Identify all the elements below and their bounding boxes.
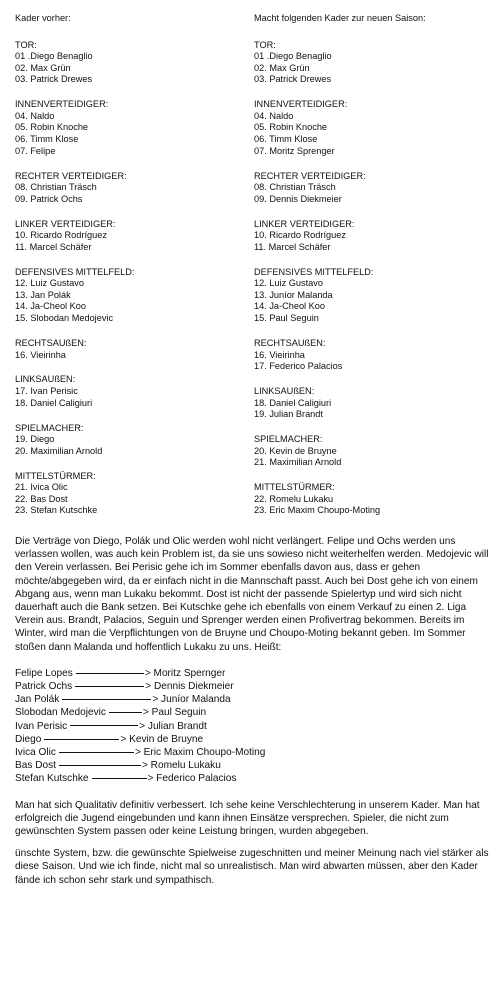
player-entry: 23. Eric Maxim Choupo-Moting — [254, 505, 381, 516]
outgoing-player: Bas Dost — [15, 760, 56, 772]
player-entry: 19. Julian Brandt — [254, 409, 323, 420]
replacement-row — [15, 680, 490, 693]
player-entry: 21. Ivica Olic — [15, 482, 68, 493]
player-entry: 10. Ricardo Rodríguez — [15, 230, 107, 241]
arrow-line — [59, 765, 141, 766]
player-entry: 05. Robin Knoche — [15, 122, 89, 133]
incoming-player: Paul Seguin — [151, 707, 207, 719]
player-entry: 20. Maximilian Arnold — [15, 445, 103, 456]
player-entry: 18. Daniel Caligiuri — [15, 397, 93, 408]
squad-new-sections — [254, 40, 494, 517]
position-heading: LINKER VERTEIDIGER: — [254, 218, 355, 229]
position-group — [15, 40, 245, 86]
position-group — [15, 171, 245, 206]
arrow-head: > — [134, 747, 141, 759]
outgoing-player: Diego — [15, 733, 42, 745]
incoming-player: Dennis Diekmeier — [153, 681, 234, 693]
position-heading: LINKER VERTEIDIGER: — [15, 218, 116, 229]
squad-new-title: Macht folgenden Kader zur neuen Saison: — [254, 13, 426, 23]
player-entry: 03. Patrick Drewes — [15, 74, 93, 85]
position-heading: TOR: — [254, 39, 276, 50]
player-entry: 09. Dennis Diekmeier — [254, 193, 342, 204]
position-heading: LINKSAUßEN: — [15, 374, 76, 385]
player-entry: 08. Christian Träsch — [254, 182, 336, 193]
position-heading: SPIELMACHER: — [15, 422, 84, 433]
outgoing-player: Ivan Perisic — [15, 720, 68, 732]
player-entry: 20. Kevin de Bruyne — [254, 445, 337, 456]
position-heading: RECHTER VERTEIDIGER: — [254, 170, 366, 181]
player-entry: 02. Max Grün — [15, 62, 71, 73]
incoming-player: Romelu Lukaku — [150, 760, 221, 772]
incoming-player: Juníor Malanda — [161, 694, 231, 706]
position-heading: DEFENSIVES MITTELFELD: — [15, 266, 135, 277]
player-entry: 02. Max Grün — [254, 62, 310, 73]
replacement-row — [15, 772, 490, 785]
player-entry: 17. Ivan Perisic — [15, 386, 78, 397]
player-entry: 23. Stefan Kutschke — [15, 505, 98, 516]
player-entry: 14. Ja-Cheol Koo — [15, 301, 86, 312]
position-group — [15, 374, 245, 409]
player-entry: 10. Ricardo Rodríguez — [254, 230, 346, 241]
position-heading: TOR: — [15, 39, 37, 50]
replacement-row — [15, 667, 490, 680]
player-entry: 22. Romelu Lukaku — [254, 493, 334, 504]
position-group — [254, 386, 494, 421]
replacement-row — [15, 693, 490, 706]
position-group — [254, 434, 494, 469]
arrow-head: > — [139, 720, 146, 732]
incoming-player: Moritz Spernger — [153, 667, 226, 679]
player-entry: 18. Daniel Caligiuri — [254, 397, 332, 408]
outgoing-player: Jan Polák — [15, 694, 60, 706]
position-group — [15, 219, 245, 254]
player-entry: 16. Vieirinha — [254, 349, 305, 360]
player-entry: 09. Patrick Ochs — [15, 193, 83, 204]
replacement-row — [15, 759, 490, 772]
squad-before-title: Kader vorher: — [15, 13, 71, 23]
position-heading: RECHTSAUßEN: — [15, 337, 87, 348]
player-entry: 04. Naldo — [254, 110, 294, 121]
incoming-player: Federico Palacios — [156, 773, 237, 785]
replacement-list — [15, 667, 490, 786]
player-entry: 07. Moritz Sprenger — [254, 145, 335, 156]
player-entry: 06. Timm Klose — [254, 134, 318, 145]
position-heading: LINKSAUßEN: — [254, 386, 315, 397]
outgoing-player: Slobodan Medojevic — [15, 707, 106, 719]
position-group — [15, 99, 245, 157]
position-group — [254, 171, 494, 206]
player-entry: 08. Christian Träsch — [15, 182, 97, 193]
position-heading: MITTELSTÜRMER: — [15, 470, 96, 481]
position-group — [15, 471, 245, 517]
arrow-head: > — [141, 760, 148, 772]
player-entry: 11. Marcel Schäfer — [254, 241, 331, 252]
replacement-row — [15, 733, 490, 746]
position-group — [15, 423, 245, 458]
player-entry: 12. Luiz Gustavo — [254, 278, 323, 289]
closing-paragraph: ünschte System, bzw. die gewünschte Spielweise zugeschnitten und meiner Meinung nach viel stärker als diese Saison. Und wie ich finde, nicht mal so unrealistisch. Man wird abwarten müssen, aber den Kader fände ich schon sehr stark und sympathisch. — [15, 848, 489, 886]
player-entry: 15. Paul Seguin — [254, 313, 319, 324]
position-heading: DEFENSIVES MITTELFELD: — [254, 266, 374, 277]
position-group — [254, 338, 494, 373]
player-entry: 19. Diego — [15, 434, 55, 445]
position-heading: RECHTSAUßEN: — [254, 337, 326, 348]
conclusion-paragraph: Man hat sich Qualitativ definitiv verbessert. Ich sehe keine Verschlechterung in unserem Kader. Man hat erfolgreich die Jugend eingebunden und kann ihnen Einsätze versprechen. Spieler, die nicht zum gewünschten System passen oder keine Leistung bringen, wurden abgegeben. — [15, 799, 480, 838]
arrow-head: > — [145, 681, 152, 693]
player-entry: 12. Luiz Gustavo — [15, 278, 84, 289]
position-heading: SPIELMACHER: — [254, 434, 323, 445]
commentary-paragraph: Die Verträge von Diego, Polák und Olic werden wohl nicht verlängert. Felipe und Ochs werden uns verlassen wollen, was auch kein Problem ist, da sie uns sowieso nicht weiterhelfen werden. Medojevic will den Verein verlassen. Bei Perisic gehe ich im Sommer ebenfalls davon aus, dass er gehen möchte/abgegeben wird, da er einfach nicht in die Mannschaft passt. Auch bei Dost gehe ich von einem Abgang aus, wenn man Lukaku bekommt. Dost ist nicht der passende Spielertyp und wird sich nicht dauerhaft auch die Bank setzen. Bei Kutschke gehe ich ebenfalls von einem Verkauf zu einen 2. Liga Verein aus. Brandt, Palacios, Seguin und Sprenger werden einen Profivertrag bekommen. Bereits im Winter, wird man die Verpflichtungen von de Bruyne und Choupo-Moting bekannt geben. Im Sommer stoßen dann Malanda und hoffentlich Lukaku zu uns. Heißt: — [15, 536, 489, 653]
position-heading: RECHTER VERTEIDIGER: — [15, 170, 127, 181]
player-entry: 14. Ja-Cheol Koo — [254, 301, 325, 312]
position-heading: MITTELSTÜRMER: — [254, 482, 335, 493]
position-group — [15, 338, 245, 361]
incoming-player: Julian Brandt — [147, 720, 207, 732]
arrow-line — [62, 699, 151, 700]
arrow-line — [70, 725, 138, 726]
arrow-line — [109, 712, 142, 713]
player-entry: 13. Juníor Malanda — [254, 289, 333, 300]
incoming-player: Eric Maxim Choupo-Moting — [143, 747, 266, 759]
player-entry: 03. Patrick Drewes — [254, 74, 332, 85]
player-entry: 05. Robin Knoche — [254, 122, 328, 133]
player-entry: 21. Maximilian Arnold — [254, 457, 342, 468]
incoming-player: Kevin de Bruyne — [129, 733, 204, 745]
arrow-head: > — [152, 694, 159, 706]
player-entry: 06. Timm Klose — [15, 134, 79, 145]
player-entry: 04. Naldo — [15, 110, 55, 121]
replacement-row — [15, 720, 490, 733]
arrow-line — [92, 778, 147, 779]
player-entry: 13. Jan Polák — [15, 289, 71, 300]
arrow-line — [44, 739, 119, 740]
position-group — [254, 482, 494, 517]
replacement-row — [15, 746, 490, 759]
player-entry: 17. Federico Palacios — [254, 361, 343, 372]
outgoing-player: Stefan Kutschke — [15, 773, 89, 785]
outgoing-player: Ivica Olic — [15, 747, 56, 759]
player-entry: 16. Vieirinha — [15, 349, 66, 360]
arrow-head: > — [120, 733, 127, 745]
player-entry: 15. Slobodan Medojevic — [15, 313, 114, 324]
player-entry: 22. Bas Dost — [15, 493, 68, 504]
arrow-line — [75, 686, 144, 687]
position-group — [254, 219, 494, 254]
arrow-head: > — [144, 667, 151, 679]
arrow-line — [59, 752, 134, 753]
squad-new-column — [254, 13, 494, 530]
commentary — [15, 535, 490, 887]
position-group — [254, 99, 494, 157]
position-group — [254, 267, 494, 325]
position-heading: INNENVERTEIDIGER: — [254, 99, 348, 110]
player-entry: 11. Marcel Schäfer — [15, 241, 92, 252]
squad-before-sections — [15, 40, 245, 517]
outgoing-player: Felipe Lopes — [15, 667, 73, 679]
arrow-line — [76, 673, 144, 674]
player-entry: 01 .Diego Benaglio — [254, 51, 332, 62]
player-entry: 01 .Diego Benaglio — [15, 51, 93, 62]
outgoing-player: Patrick Ochs — [15, 681, 73, 693]
squad-before-column — [15, 13, 245, 530]
position-heading: INNENVERTEIDIGER: — [15, 99, 109, 110]
position-group — [254, 40, 494, 86]
position-group — [15, 267, 245, 325]
replacement-row — [15, 706, 490, 719]
player-entry: 07. Felipe — [15, 145, 56, 156]
arrow-head: > — [147, 773, 154, 785]
arrow-head: > — [142, 707, 149, 719]
